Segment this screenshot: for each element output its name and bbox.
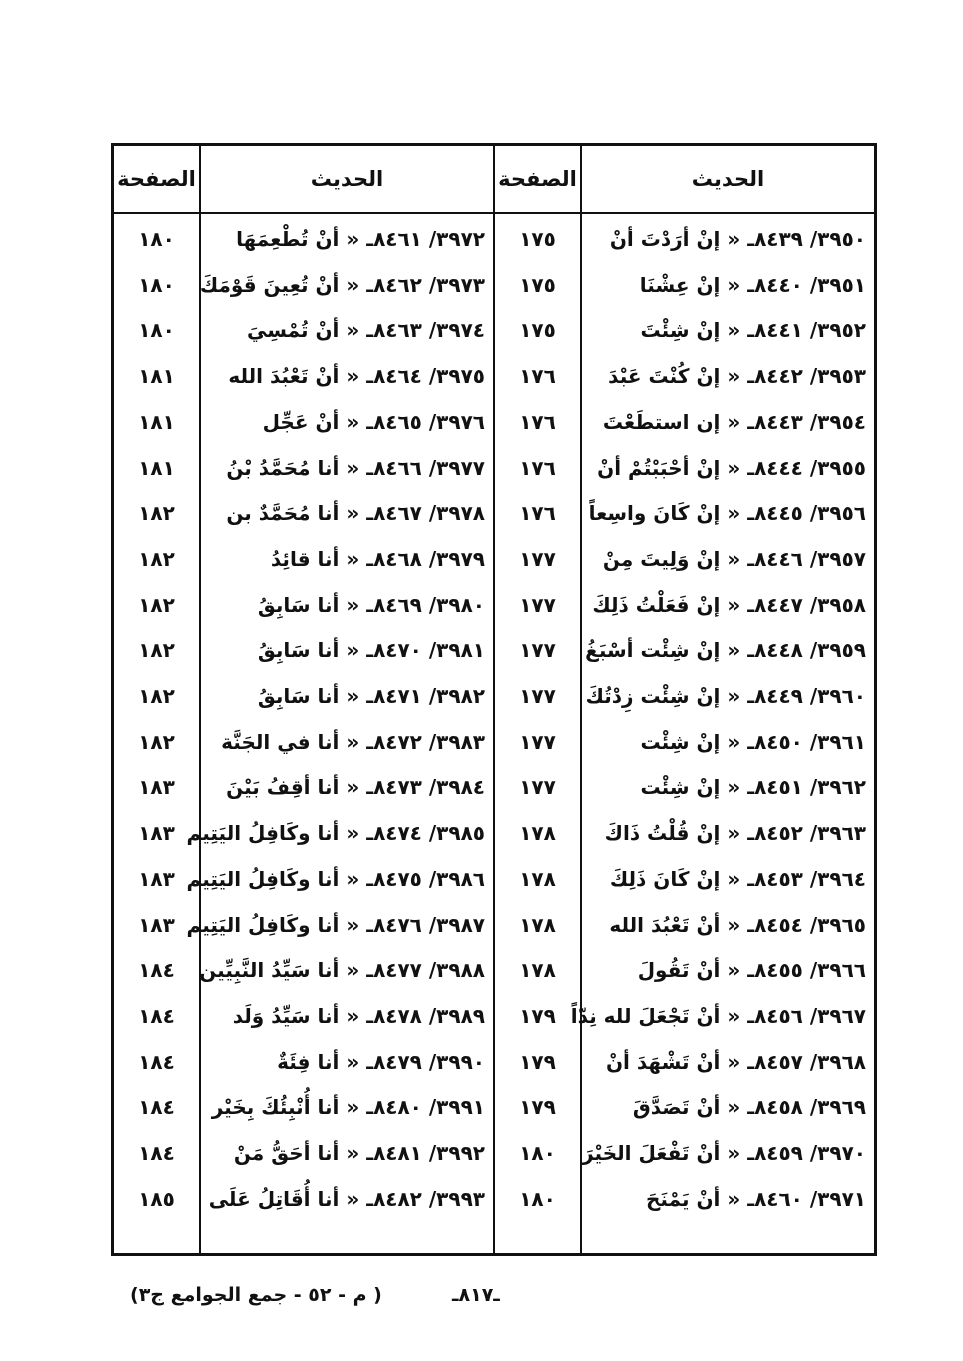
page-ref: ١٨٠ (519, 1187, 556, 1211)
page-ref: ١٨٤ (138, 1004, 175, 1028)
hadith-entry: ٣٩٧٢/ ٨٤٦١ـ « أنْ تُطْعِمَهَا (236, 227, 485, 251)
hadith-entry: ٣٩٥٩/ ٨٤٤٨ـ « إنْ شِئْت أسْبَغُ (585, 638, 866, 662)
page-ref: ١٧٥ (519, 273, 556, 297)
page-ref: ١٧٧ (519, 730, 556, 754)
hadith-entry: ٣٩٨٠/ ٨٤٦٩ـ « أنا سَابِقُ (257, 593, 485, 617)
page-ref: ١٨٠ (138, 273, 175, 297)
hadith-entry: ٣٩٦٥/ ٨٤٥٤ـ « أنْ تَعْبُدَ الله (609, 913, 866, 937)
page-ref: ١٨١ (138, 456, 175, 480)
page-ref: ١٧٧ (519, 684, 556, 708)
page-ref: ١٨٢ (138, 684, 175, 708)
hadith-entry: ٣٩٩١/ ٨٤٨٠ـ « أنا أُنْبِئُكَ بِخَيْر (211, 1095, 485, 1119)
hadith-entry: ٣٩٥٤/ ٨٤٤٣ـ « إن استطَعْتَ (602, 410, 866, 434)
hadith-entry: ٣٩٦١/ ٨٤٥٠ـ « إنْ شِئْت (640, 730, 866, 754)
column-divider (199, 146, 201, 1253)
hadith-entry: ٣٩٧٤/ ٨٤٦٣ـ « أنْ تُمْسِيَ (246, 318, 485, 342)
index-table (111, 143, 877, 1256)
page-ref: ١٧٥ (519, 227, 556, 251)
hadith-entry: ٣٩٥٧/ ٨٤٤٦ـ « إنْ وَلِيتَ مِنْ (602, 547, 866, 571)
page-ref: ١٧٧ (519, 547, 556, 571)
page-ref: ١٨٤ (138, 1141, 175, 1165)
hadith-entry: ٣٩٦٩/ ٨٤٥٨ـ « أنْ تَصَدَّقَ (632, 1095, 866, 1119)
header-page-left: الصفحة (117, 167, 196, 191)
page-ref: ١٨٢ (138, 730, 175, 754)
hadith-entry: ٣٩٥٨/ ٨٤٤٧ـ « إنْ فَعَلْتُ ذَلِكَ (592, 593, 866, 617)
hadith-entry: ٣٩٦٦/ ٨٤٥٥ـ « أنْ تَقُولَ (637, 958, 866, 982)
page-ref: ١٨٤ (138, 1095, 175, 1119)
page-ref: ١٧٨ (519, 913, 556, 937)
hadith-entry: ٣٩٨٩/ ٨٤٧٨ـ « أنا سَيِّدُ وَلَد (232, 1004, 485, 1028)
page-ref: ١٨٠ (138, 227, 175, 251)
hadith-entry: ٣٩٦٨/ ٨٤٥٧ـ « أنْ تَشْهَدَ أنْ (605, 1050, 866, 1074)
page-ref: ١٨٣ (138, 913, 175, 937)
hadith-entry: ٣٩٥١/ ٨٤٤٠ـ « إنْ عِشْنَا (639, 273, 866, 297)
page-ref: ١٧٥ (519, 318, 556, 342)
page-ref: ١٧٩ (519, 1050, 556, 1074)
column-divider (580, 146, 582, 1253)
hadith-entry: ٣٩٨٦/ ٨٤٧٥ـ « أنا وكَافِلُ اليَتِيم (186, 867, 485, 891)
hadith-entry: ٣٩٥٢/ ٨٤٤١ـ « إنْ شِئْتَ (640, 318, 866, 342)
page-ref: ١٨١ (138, 410, 175, 434)
hadith-entry: ٣٩٧٨/ ٨٤٦٧ـ « أنا مُحَمَّدٌ بن (226, 501, 485, 525)
folio-number: ـ٨١٧ـ (452, 1284, 500, 1306)
page-ref: ١٨٢ (138, 638, 175, 662)
header-hadith-right: الحديث (691, 167, 765, 191)
page-ref: ١٧٨ (519, 821, 556, 845)
hadith-entry: ٣٩٥٦/ ٨٤٤٥ـ « إنْ كَانَ واسِعاً (588, 501, 866, 525)
hadith-entry: ٣٩٨١/ ٨٤٧٠ـ « أنا سَابِقُ (257, 638, 485, 662)
page-ref: ١٨١ (138, 364, 175, 388)
hadith-entry: ٣٩٦٣/ ٨٤٥٢ـ « إنْ قُلْتُ ذَاكَ (604, 821, 866, 845)
hadith-entry: ٣٩٧٣/ ٨٤٦٢ـ « أنْ تُعِينَ قَوْمَكَ (199, 273, 485, 297)
page-ref: ١٨٢ (138, 501, 175, 525)
page-ref: ١٨٣ (138, 821, 175, 845)
hadith-entry: ٣٩٦٧/ ٨٤٥٦ـ « أنْ تَجْعَلَ لله نِدّاً (570, 1004, 866, 1028)
hadith-entry: ٣٩٧٦/ ٨٤٦٥ـ « أنْ عَجِّل (262, 410, 485, 434)
page-ref: ١٧٧ (519, 638, 556, 662)
hadith-entry: ٣٩٥٥/ ٨٤٤٤ـ « إنْ أحْبَبْتُمْ أنْ (597, 456, 866, 480)
printer-signature: ( م - ٥٢ - جمع الجوامع ج٣) (130, 1284, 382, 1306)
page-ref: ١٨٣ (138, 867, 175, 891)
page-ref: ١٨٥ (138, 1187, 175, 1211)
page-ref: ١٧٦ (519, 456, 556, 480)
hadith-entry: ٣٩٨٢/ ٨٤٧١ـ « أنا سَابِقُ (257, 684, 485, 708)
hadith-entry: ٣٩٩٠/ ٨٤٧٩ـ « أنا فِئَةٌ (277, 1050, 485, 1074)
page-ref: ١٧٨ (519, 867, 556, 891)
page-ref: ١٧٦ (519, 410, 556, 434)
hadith-entry: ٣٩٩٢/ ٨٤٨١ـ « أنا أحَقُّ مَنْ (233, 1141, 485, 1165)
hadith-entry: ٣٩٧٠/ ٨٤٥٩ـ « أنْ تَفْعَلَ الخَيْرَ (582, 1141, 866, 1165)
page-ref: ١٨٤ (138, 958, 175, 982)
page-ref: ١٨٣ (138, 775, 175, 799)
hadith-entry: ٣٩٧١/ ٨٤٦٠ـ « أنْ يَمْنَحَ (645, 1187, 866, 1211)
page-ref: ١٧٩ (519, 1004, 556, 1028)
hadith-entry: ٣٩٦٤/ ٨٤٥٣ـ « إنْ كَانَ ذَلِكَ (609, 867, 866, 891)
page-ref: ١٧٨ (519, 958, 556, 982)
page-ref: ١٨٠ (138, 318, 175, 342)
hadith-entry: ٣٩٨٧/ ٨٤٧٦ـ « أنا وكَافِلُ اليَتِيم (186, 913, 485, 937)
hadith-entry: ٣٩٨٣/ ٨٤٧٢ـ « أنا في الجَنَّة (221, 730, 485, 754)
hadith-entry: ٣٩٧٧/ ٨٤٦٦ـ « أنا مُحَمَّدُ بْنُ (226, 456, 485, 480)
hadith-entry: ٣٩٦٠/ ٨٤٤٩ـ « إنْ شِئْت زِدْتُكَ (585, 684, 866, 708)
page-ref: ١٨٢ (138, 593, 175, 617)
page-ref: ١٧٩ (519, 1095, 556, 1119)
hadith-entry: ٣٩٩٣/ ٨٤٨٢ـ « أنا أُقَاتِلُ عَلَى (208, 1187, 485, 1211)
hadith-entry: ٣٩٦٢/ ٨٤٥١ـ « إنْ شِئْت (640, 775, 866, 799)
hadith-entry: ٣٩٨٨/ ٨٤٧٧ـ « أنا سَيِّدُ النَّبِيِّين (199, 958, 485, 982)
page-ref: ١٨٢ (138, 547, 175, 571)
header-hadith-left: الحديث (310, 167, 384, 191)
page-ref: ١٧٦ (519, 501, 556, 525)
page-ref: ١٨٤ (138, 1050, 175, 1074)
hadith-entry: ٣٩٧٥/ ٨٤٦٤ـ « أنْ تَعْبُدَ الله (228, 364, 485, 388)
header-divider (114, 212, 874, 214)
hadith-entry: ٣٩٨٤/ ٨٤٧٣ـ « أنا أقِفُ بَيْنَ (226, 775, 485, 799)
hadith-entry: ٣٩٧٩/ ٨٤٦٨ـ « أنا قائِدُ (270, 547, 485, 571)
page-ref: ١٧٦ (519, 364, 556, 388)
hadith-entry: ٣٩٨٥/ ٨٤٧٤ـ « أنا وكَافِلُ اليَتِيم (186, 821, 485, 845)
page-ref: ١٧٧ (519, 775, 556, 799)
header-page-right: الصفحة (498, 167, 577, 191)
hadith-entry: ٣٩٥٠/ ٨٤٣٩ـ « إنْ أرَدْتَ أنْ (609, 227, 866, 251)
hadith-entry: ٣٩٥٣/ ٨٤٤٢ـ « إنْ كُنْتَ عَبْدَ (608, 364, 866, 388)
page-ref: ١٧٧ (519, 593, 556, 617)
page-ref: ١٨٠ (519, 1141, 556, 1165)
